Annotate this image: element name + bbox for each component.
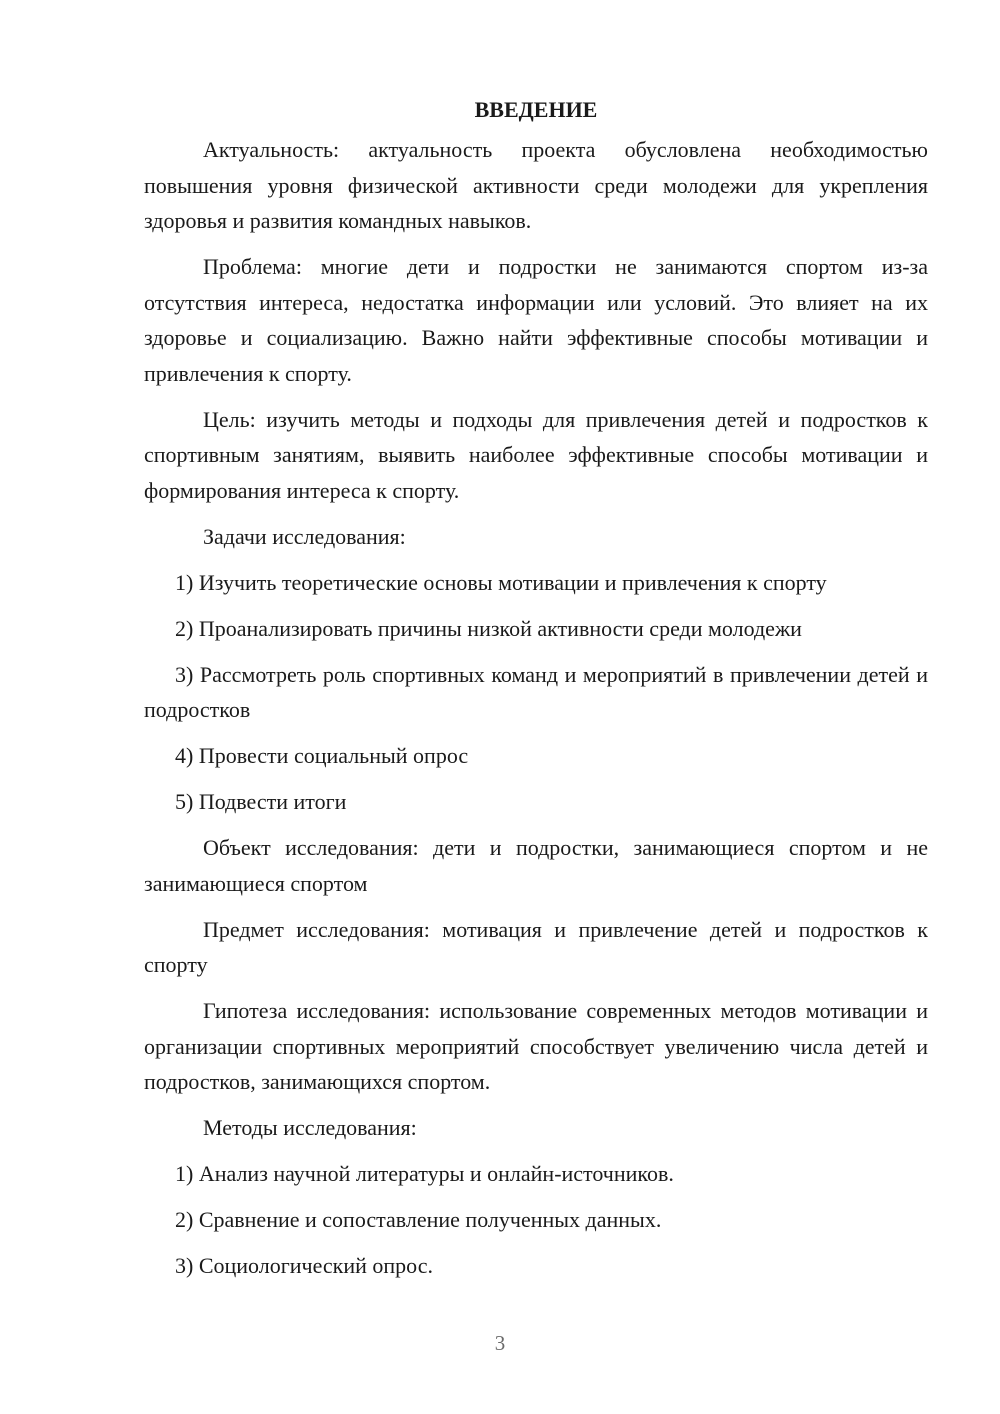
methods-title: Методы исследования: [203,1115,417,1140]
problem-paragraph: Проблема: многие дети и подростки не занимаются спортом из-за отсутствия интереса, недостатка информации или условий. Это влияет на их здоровье и социализацию. Важно найти эффективные способы мотивации и привлечения к спорту. [144,254,928,386]
page-content [144,92,928,1294]
task-item: 2) Проанализировать причины низкой активности среди молодежи [175,615,802,641]
subject-paragraph: Предмет исследования: мотивация и привлечение детей и подростков к спорту [144,916,928,977]
relevance-paragraph: Актуальность: актуальность проекта обусловлена необходимостью повышения уровня физической активности среди молодежи для укрепления здоровья и развития командных навыков. [144,137,928,233]
task-item: 5) Подвести итоги [175,789,347,814]
method-item: 1) Анализ научной литературы и онлайн-источников. [175,1161,674,1186]
goal-paragraph: Цель: изучить методы и подходы для привлечения детей и подростков к спортивным занятиям, выявить наиболее эффективные способы мотивации и формирования интереса к спорту. [144,406,928,503]
section-heading: ВВЕДЕНИЕ [474,97,598,122]
task-item: 1) Изучить теоретические основы мотивации и привлечения к спорту [175,569,827,595]
page-number: 3 [494,1331,506,1355]
hypothesis-paragraph: Гипотеза исследования: использование современных методов мотивации и организации спортивных мероприятий способствует увеличению числа детей и подростков, занимающихся спортом. [144,998,928,1094]
method-item: 3) Социологический опрос. [175,1253,433,1278]
method-item: 2) Сравнение и сопоставление полученных данных. [175,1207,662,1232]
task-item: 4) Провести социальный опрос [175,743,469,768]
task-item: 3) Рассмотреть роль спортивных команд и мероприятий в привлечении детей и подростков [144,661,928,722]
tasks-title: Задачи исследования: [203,523,406,549]
object-paragraph: Объект исследования: дети и подростки, занимающиеся спортом и не занимающиеся спортом [144,835,928,896]
